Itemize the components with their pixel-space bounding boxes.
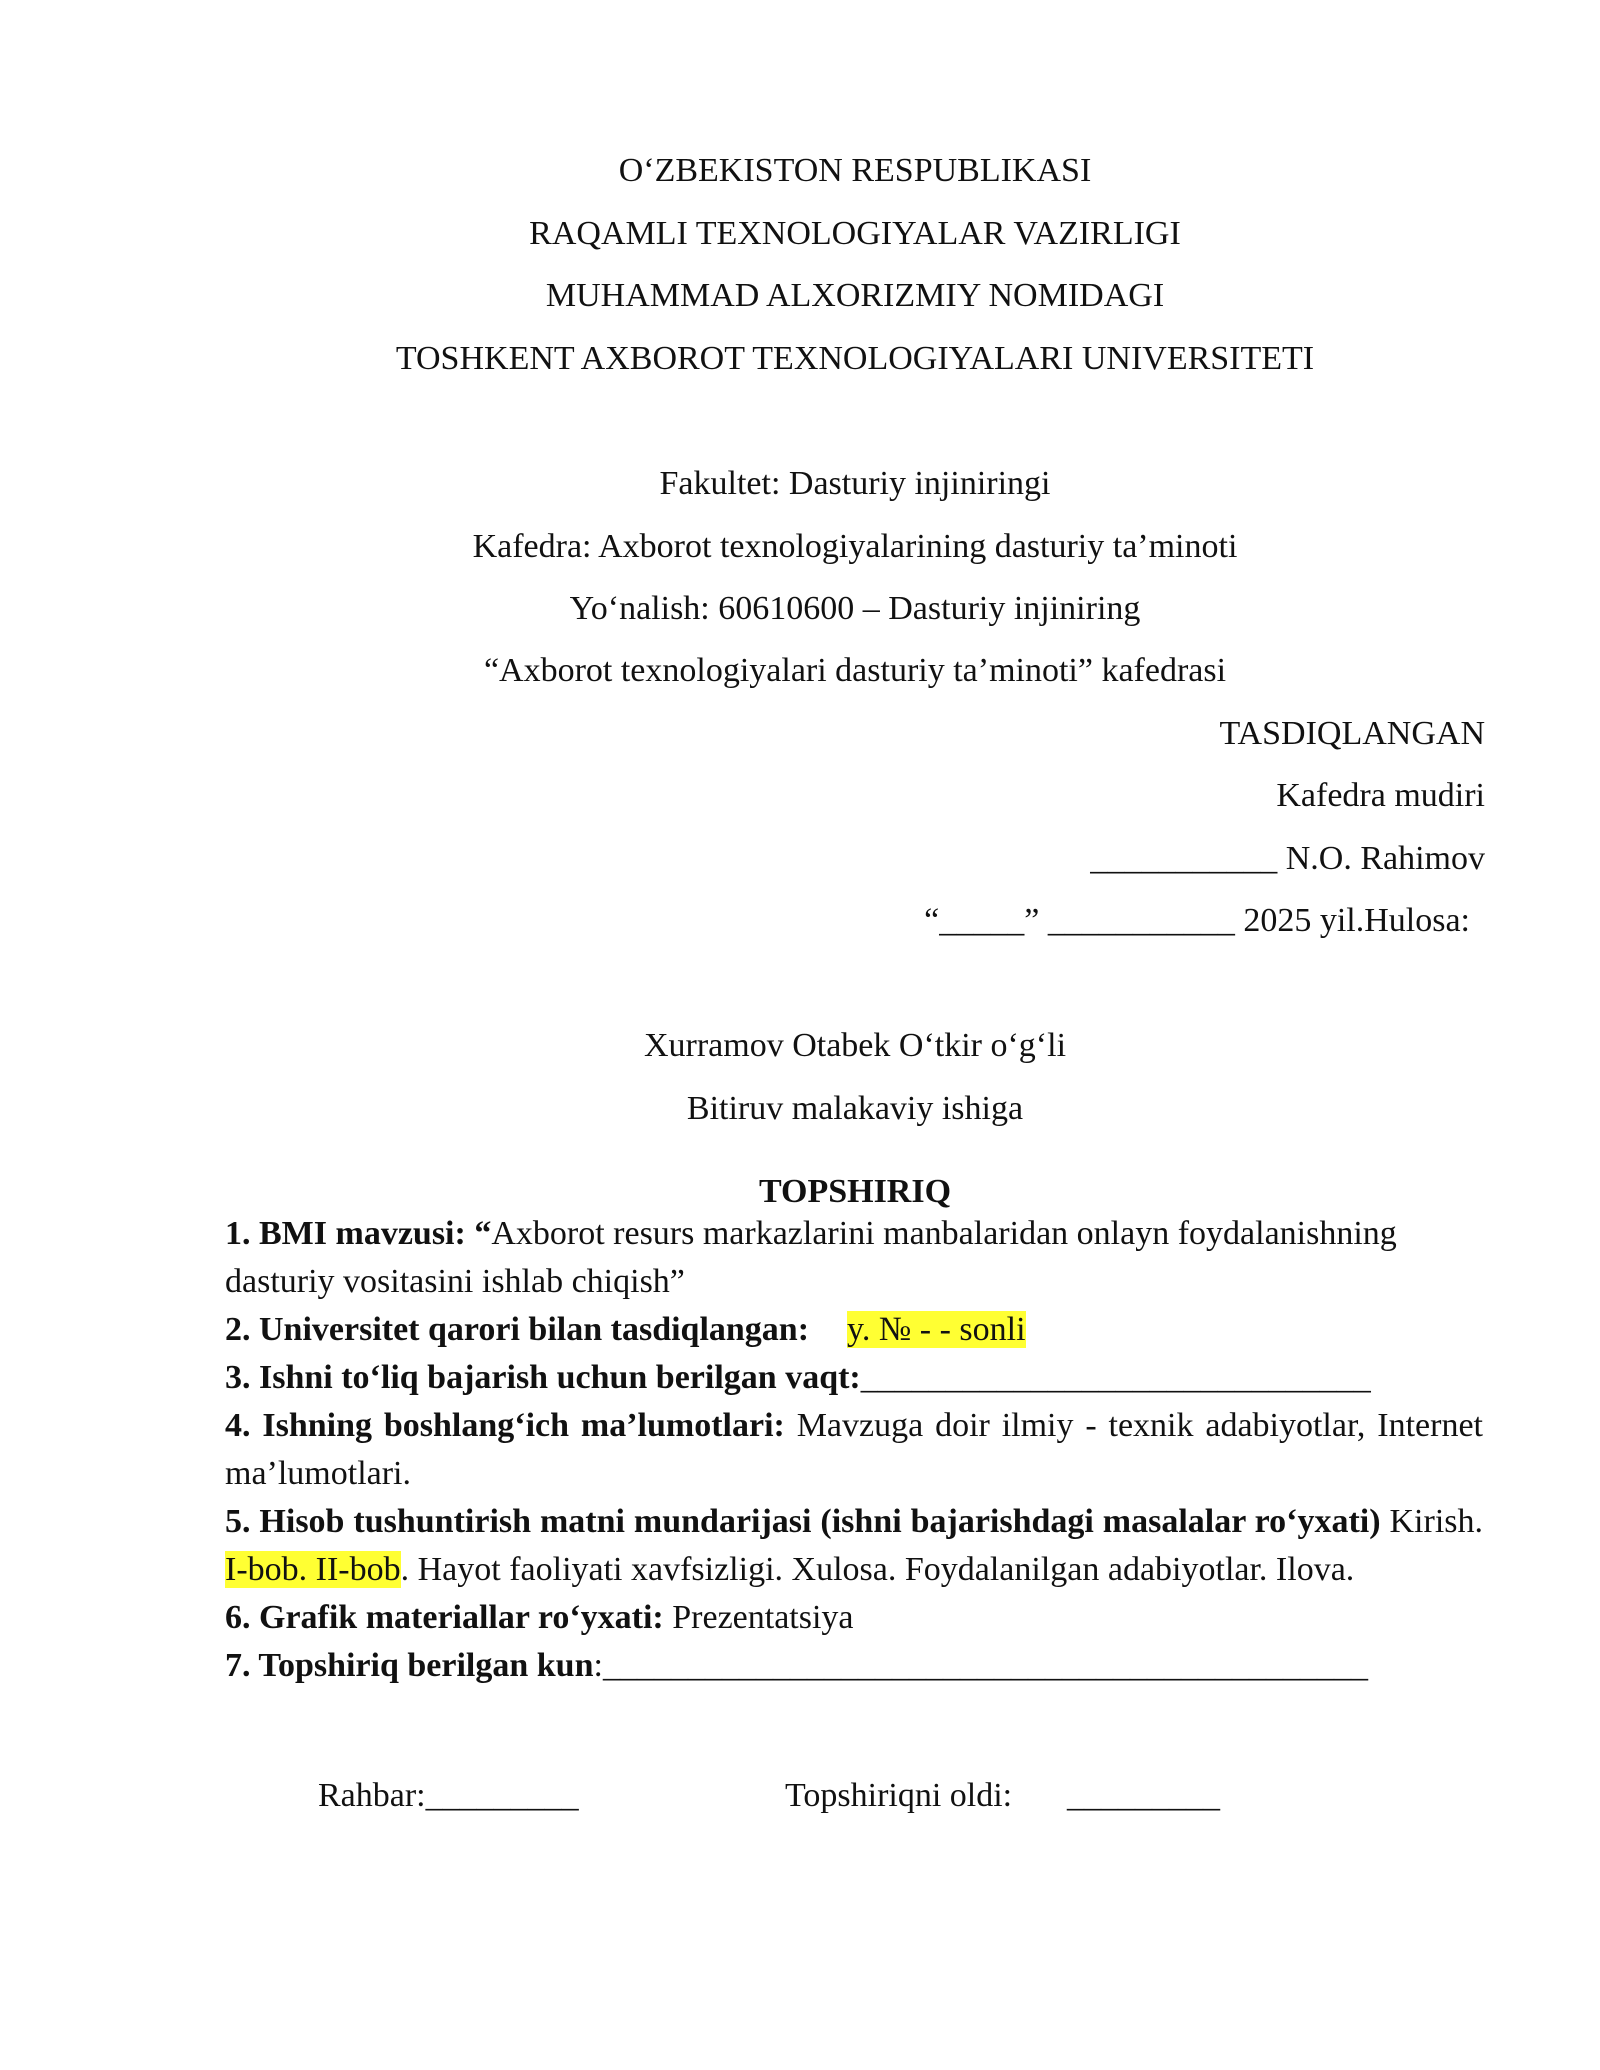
faculty-line: Fakultet: Dasturiy injiniringi xyxy=(659,465,1051,502)
task-item-5 xyxy=(225,1498,1483,1594)
recipient-signature-blank: _________ xyxy=(1067,1777,1220,1814)
work-type: Bitiruv malakaviy ishiga xyxy=(686,1090,1024,1127)
task-item-3 xyxy=(225,1354,1483,1402)
task-item-7-blank: :_____________________________________________ xyxy=(593,1647,1368,1684)
header-university: TOSHKENT AXBOROT TEXNOLOGIYALARI UNIVERSITETI xyxy=(395,340,1315,377)
task-item-7-label: 7. Topshiriq berilgan kun xyxy=(225,1647,594,1684)
department-name-line: “Axborot texnologiyalari dasturiy ta’minoti” kafedrasi xyxy=(483,652,1227,689)
task-item-5-post: . Hayot faoliyati xavfsizligi. Xulosa. Foydalanilgan adabiyotlar. Ilova. xyxy=(400,1551,1355,1588)
task-item-3-blank: ______________________________ xyxy=(860,1359,1371,1396)
task-item-6-text: Prezentatsiya xyxy=(672,1599,854,1636)
direction-line: Yo‘nalish: 60610600 – Dasturiy injiniring xyxy=(569,590,1141,627)
recipient-label: Topshiriqni oldi: xyxy=(785,1777,1013,1814)
task-item-4-text: Mavzuga doir ilmiy - texnik adabiyotlar, Internet ma’lumotlari. xyxy=(225,1407,1484,1492)
task-item-1-text: Axborot resurs markazlarini manbalaridan onlayn foydalanishning dasturiy vositasini ishlab chiqish” xyxy=(225,1215,1397,1300)
student-name: Xurramov Otabek O‘tkir o‘g‘li xyxy=(643,1027,1067,1064)
task-item-6-label: 6. Grafik materiallar ro‘yxati: xyxy=(225,1599,664,1636)
header-country: O‘ZBEKISTON RESPUBLIKASI xyxy=(618,152,1092,189)
department-line: Kafedra: Axborot texnologiyalarining dasturiy ta’minoti xyxy=(472,528,1238,565)
task-item-2-label: 2. Universitet qarori bilan tasdiqlangan: xyxy=(225,1311,810,1348)
task-item-2-highlight: y. № - - sonli xyxy=(847,1311,1026,1348)
task-item-1 xyxy=(225,1210,1483,1306)
task-title: TOPSHIRIQ xyxy=(758,1173,952,1210)
task-item-5-pre: Kirish. xyxy=(1389,1503,1483,1540)
header-ministry: RAQAMLI TEXNOLOGIYALAR VAZIRLIGI xyxy=(529,215,1181,252)
supervisor-signature: Rahbar:_________ xyxy=(318,1777,579,1814)
task-item-2 xyxy=(225,1306,1483,1354)
task-item-5-label: 5. Hisob tushuntirish matni mundarijasi (ishni bajarishdagi masalalar ro‘yxati) xyxy=(225,1503,1381,1540)
header-named-after: MUHAMMAD ALXORIZMIY NOMIDAGI xyxy=(545,277,1165,314)
head-signature-line: ___________ N.O. Rahimov xyxy=(1090,840,1485,877)
task-item-5-highlight: I-bob. II-bob xyxy=(225,1551,401,1588)
approved-label: TASDIQLANGAN xyxy=(1219,715,1485,752)
task-item-3-label: 3. Ishni to‘liq bajarish uchun berilgan vaqt: xyxy=(225,1359,861,1396)
approval-date-line: “_____” ___________ 2025 yil.Hulosa: xyxy=(924,902,1470,939)
task-item-6 xyxy=(225,1594,1483,1642)
task-item-4 xyxy=(225,1402,1483,1498)
task-list xyxy=(225,1210,1483,1690)
task-item-7 xyxy=(225,1642,1483,1690)
task-item-1-label: 1. BMI mavzusi: “ xyxy=(225,1215,492,1252)
task-item-4-label: 4. Ishning boshlang‘ich ma’lumotlari: xyxy=(225,1407,785,1444)
head-of-department-label: Kafedra mudiri xyxy=(1276,777,1485,814)
